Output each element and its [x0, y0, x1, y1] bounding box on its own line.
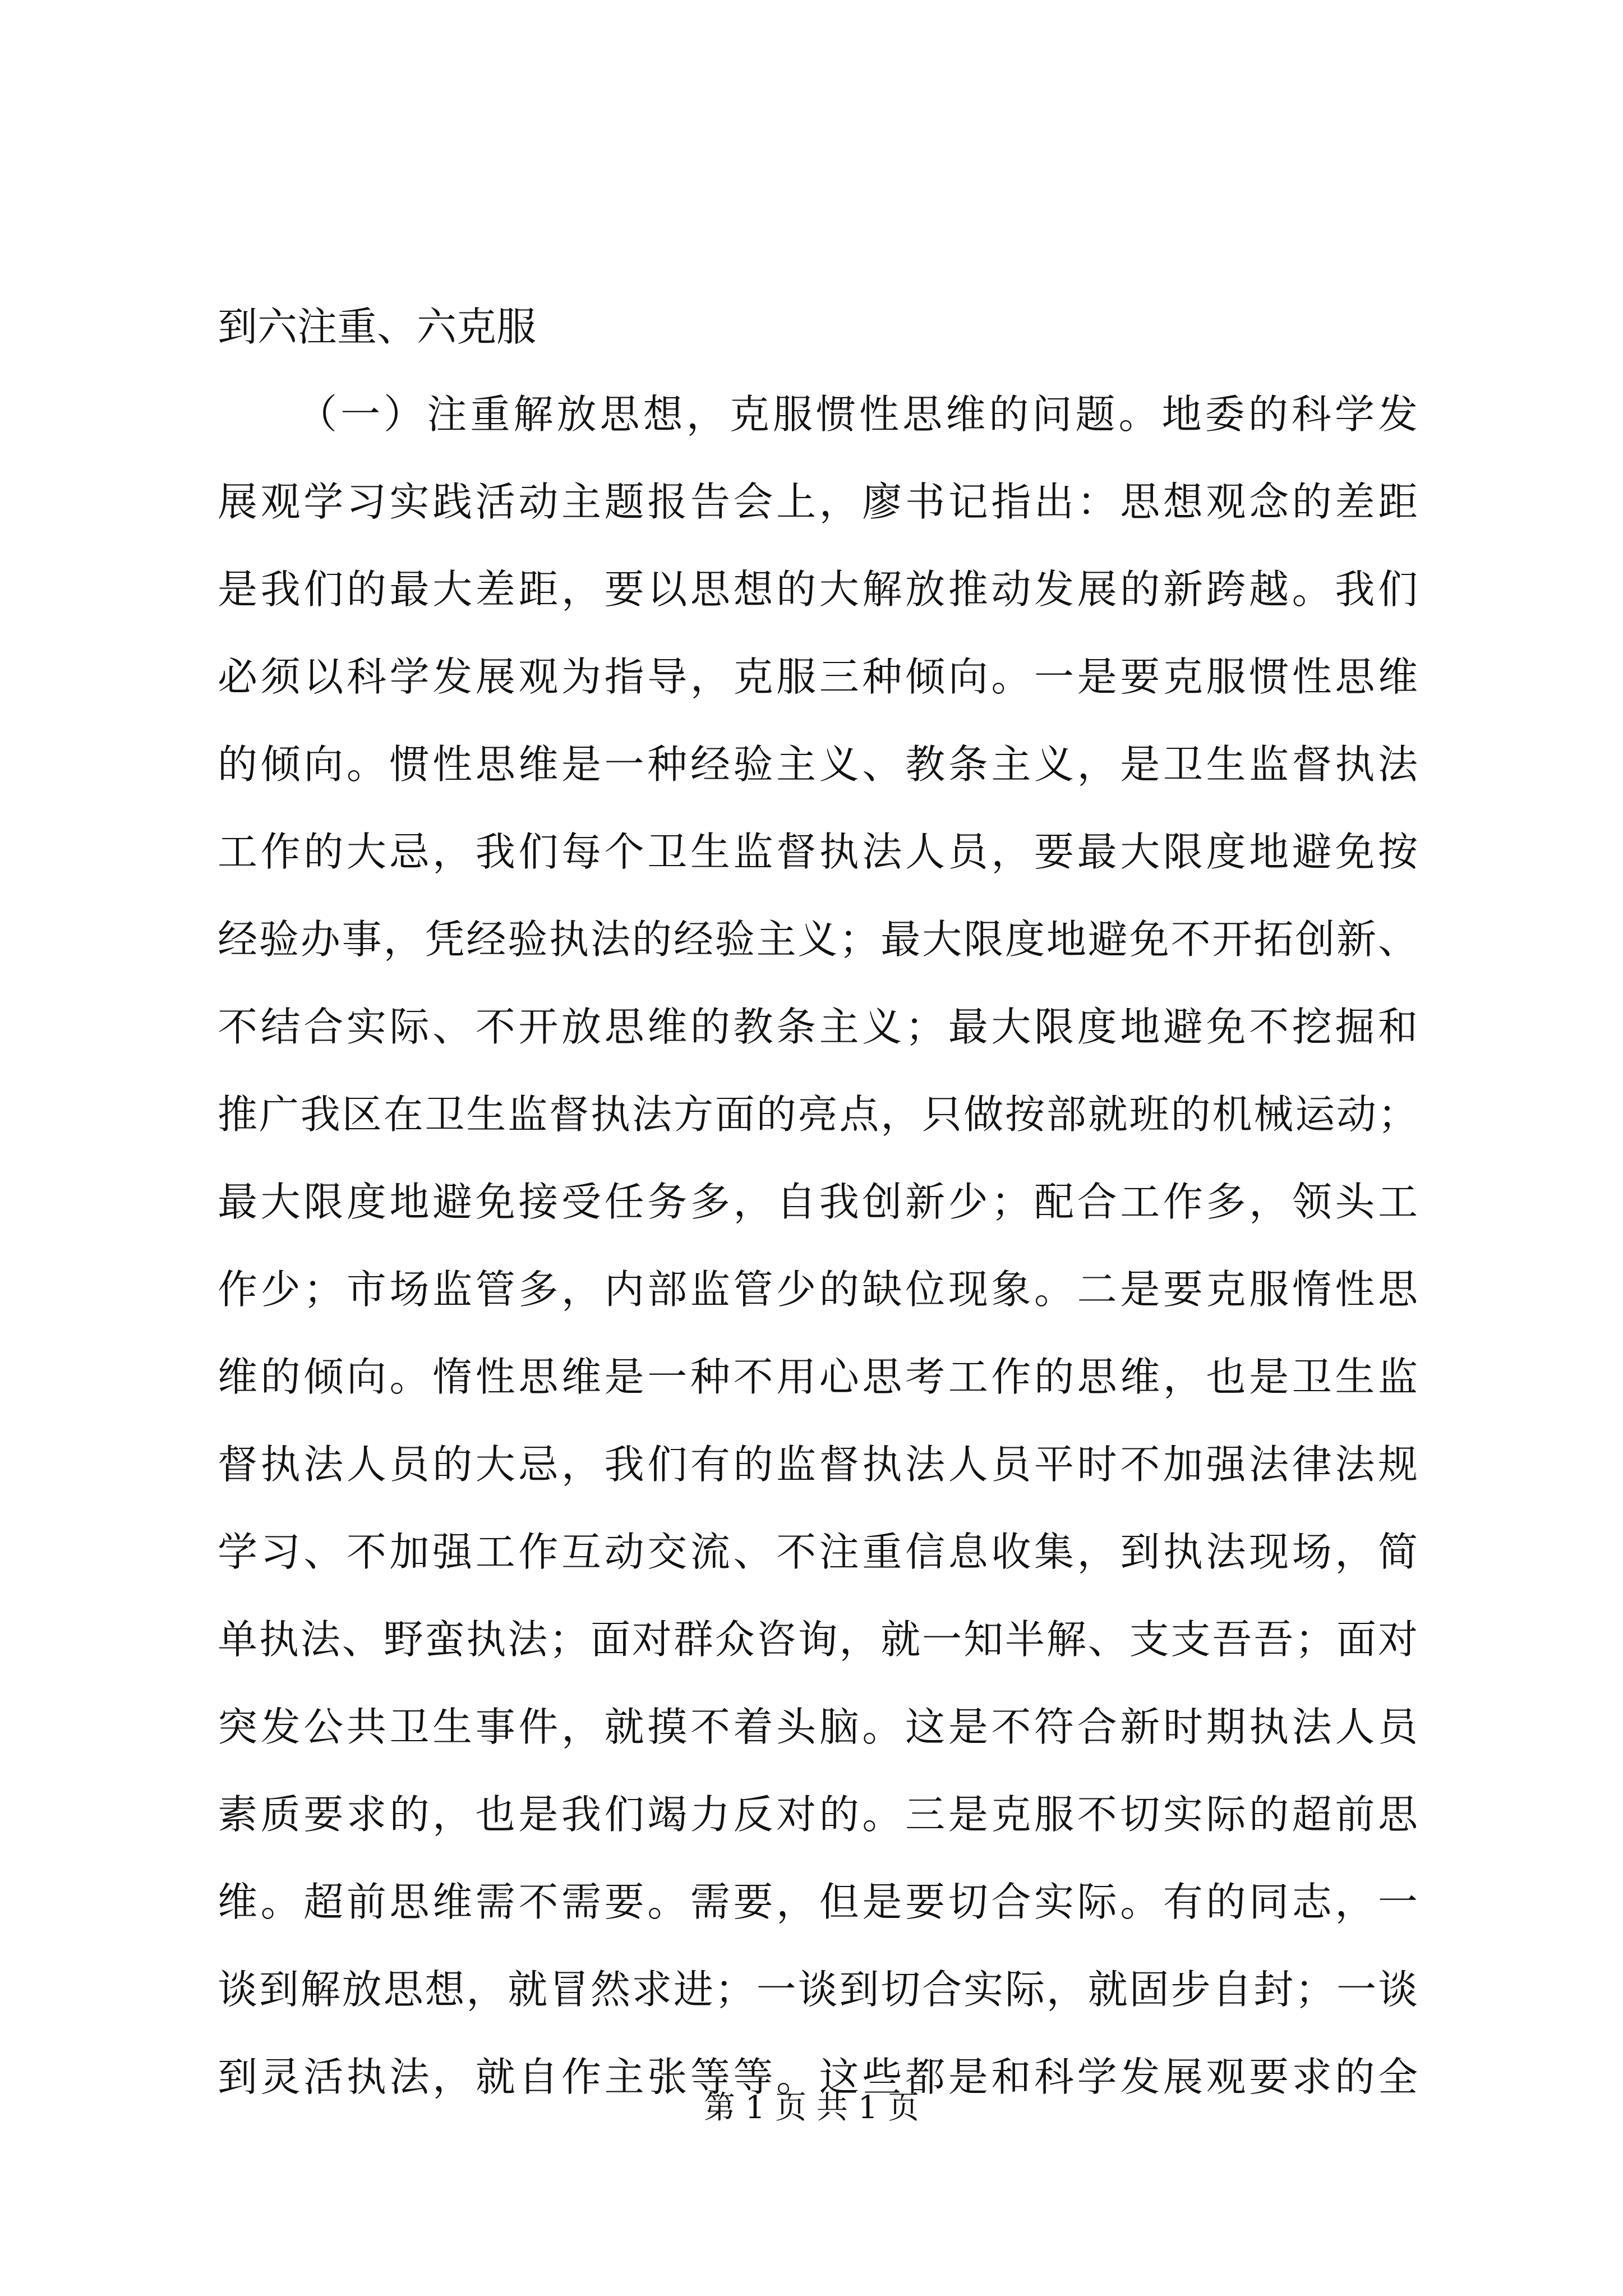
paragraph-line: 督执法人员的大忌，我们有的监督执法人员平时不加强法律法规	[218, 1441, 1418, 1488]
paragraph-line: 是我们的最大差距，要以思想的大解放推动发展的新跨越。我们	[218, 566, 1418, 613]
paragraph-line: 作少；市场监管多，内部监管少的缺位现象。二是要克服惰性思	[218, 1266, 1418, 1313]
paragraph-line: 的倾向。惯性思维是一种经验主义、教条主义，是卫生监督执法	[218, 741, 1418, 788]
paragraph-line: 推广我区在卫生监督执法方面的亮点，只做按部就班的机械运动；	[218, 1091, 1418, 1138]
paragraph-line: 必须以科学发展观为指导，克服三种倾向。一是要克服惯性思维	[218, 654, 1418, 700]
paragraph-line: 谈到解放思想，就冒然求进；一谈到切合实际，就固步自封；一谈	[218, 1966, 1418, 2013]
paragraph-line: 经验办事，凭经验执法的经验主义；最大限度地避免不开拓创新、	[218, 916, 1418, 963]
paragraph-line: 展观学习实践活动主题报告会上，廖书记指出：思想观念的差距	[218, 478, 1418, 525]
section-heading: 到六注重、六克服	[218, 303, 537, 350]
paragraph-line: 单执法、野蛮执法；面对群众咨询，就一知半解、支支吾吾；面对	[218, 1616, 1418, 1663]
paragraph-line: 突发公共卫生事件，就摸不着头脑。这是不符合新时期执法人员	[218, 1704, 1418, 1750]
paragraph-line: 到灵活执法，就自作主张等等。这些都是和科学发展观要求的全	[218, 2054, 1418, 2100]
paragraph-line: 学习、不加强工作互动交流、不注重信息收集，到执法现场，简	[218, 1529, 1418, 1575]
paragraph-line: 维的倾向。惰性思维是一种不用心思考工作的思维，也是卫生监	[218, 1354, 1418, 1400]
paragraph-line: 素质要求的，也是我们竭力反对的。三是克服不切实际的超前思	[218, 1791, 1418, 1838]
paragraph-line: 不结合实际、不开放思维的教条主义；最大限度地避免不挖掘和	[218, 1004, 1418, 1050]
paragraph-line: 工作的大忌，我们每个卫生监督执法人员，要最大限度地避免按	[218, 829, 1418, 875]
page-number-footer: 第 1 页 共 1 页	[703, 2090, 920, 2126]
paragraph-line: 维。超前思维需不需要。需要，但是要切合实际。有的同志，一	[218, 1879, 1418, 1925]
document-body	[218, 283, 1418, 2121]
paragraph-line: 最大限度地避免接受任务多，自我创新少；配合工作多，领头工	[218, 1179, 1418, 1225]
paragraph-line: （一）注重解放思想，克服惯性思维的问题。地委的科学发	[297, 391, 1418, 438]
paragraph	[218, 371, 1418, 2121]
